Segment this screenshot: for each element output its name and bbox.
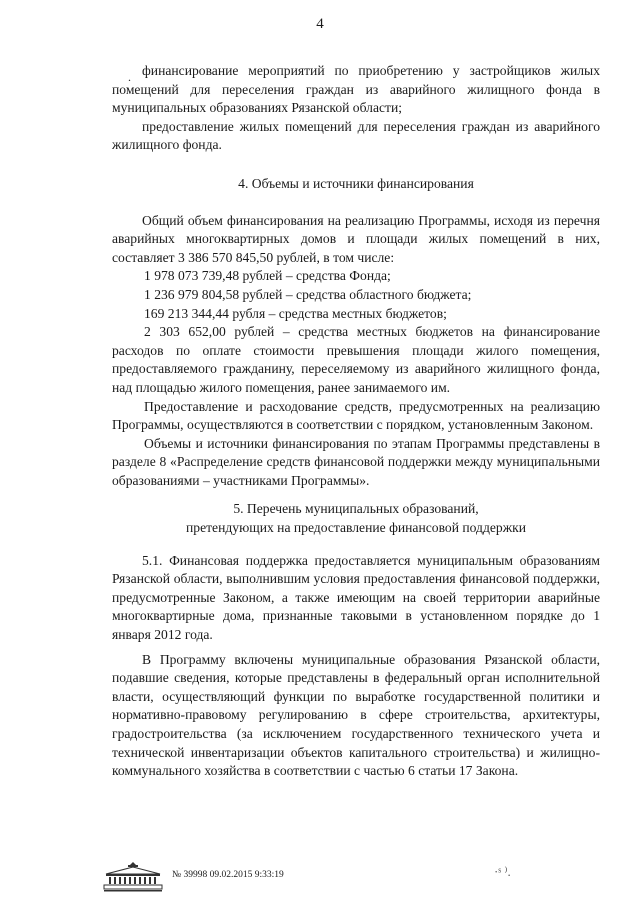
paragraph-regional-amount: 1 236 979 804,58 рублей – средства областного бюджета;: [144, 286, 472, 302]
section-heading-5-line1: 5. Перечень муниципальных образований,: [233, 501, 479, 517]
paragraph-local-amount: 169 213 344,44 рубля – средства местных бюджетов;: [144, 305, 447, 321]
building-logo-icon: [102, 862, 164, 892]
paragraph-stages-reference: Объемы и источники финансирования по этапам Программы представлены в разделе 8 «Распределение средств финансовой поддержки между муниципальными образованиями – участниками Программы».: [112, 435, 600, 488]
footer: [102, 862, 622, 892]
paragraph-spending-order: Предоставление и расходование средств, предусмотренных на реализацию Программы, осуществляются в соответствии с порядком, установленным Законом.: [112, 398, 600, 433]
paragraph-5-1: 5.1. Финансовая поддержка предоставляется муниципальным образованиям Рязанской области, выполнившим условия предоставления финансовой поддержки, предусмотренные Законом, а также имеющим на своей территории аварийные многоквартирные дома, признанные таковыми в установленном порядке до 1 января 2012 года.: [112, 552, 600, 643]
section-heading-5-line2: претендующих на предоставление финансовой поддержки: [186, 520, 526, 536]
paragraph-provision-housing: предоставление жилых помещений для переселения граждан из аварийного жилищного фонда.: [112, 118, 600, 153]
stray-dot: .: [128, 70, 131, 84]
paragraph-financing-purchase: финансирование мероприятий по приобретению у застройщиков жилых помещений для переселения граждан из аварийного жилищного фонда в муниципальных образованиях Рязанской области;: [112, 63, 600, 116]
paragraph-included-municipalities: В Программу включены муниципальные образования Рязанской области, подавшие сведения, которые представлены в федеральный орган исполнительной власти, осуществляющий функции по выработке государственной политики и нормативно-правовому регулированию в сфере строительства, архитектуры, градостроительства (за исключением государственного технического учета и технической инвентаризации объектов капитального строительства) и жилищно-коммунального хозяйства в соответствии с частью 6 статьи 17 Закона.: [112, 651, 600, 779]
document-body: [112, 62, 600, 781]
paragraph-fund-amount: 1 978 073 739,48 рублей – средства Фонда;: [144, 268, 391, 284]
page-number: 4: [316, 16, 324, 32]
paragraph-total-financing: Общий объем финансирования на реализацию Программы, исходя из перечня аварийных многоквартирных домов и площади жилых помещений в них, составляет 3 386 570 845,50 рублей, в том числе:: [112, 212, 600, 265]
handwritten-mark: ·ˢ ⁾.: [494, 864, 511, 879]
section-heading-4: 4. Объемы и источники финансирования: [238, 175, 474, 191]
registration-stamp: № 39998 09.02.2015 9:33:19: [172, 870, 284, 880]
paragraph-local-excess-amount: 2 303 652,00 рублей – средства местных бюджетов на финансирование расходов по оплате стоимости превышения площади жилого помещения, предоставляемого гражданину, переселяемому из аварийного жилищного фонда, над площадью жилого помещения, ранее занимаемого им.: [112, 324, 600, 395]
